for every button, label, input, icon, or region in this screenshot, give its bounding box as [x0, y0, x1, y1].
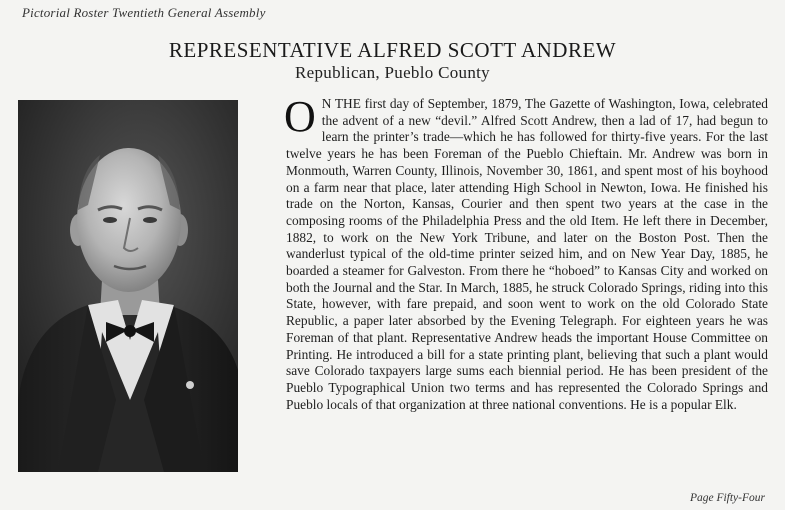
portrait-photo [18, 100, 238, 472]
drop-cap: O [284, 92, 316, 141]
biography-body: N THE first day of September, 1879, The Gazette of Washington, Iowa, celebrated the advent of a new “devil.” Alfred Scott Andrew, then a lad of 17, had begun to learn the printer’s trade—which he has followed for thirty-five years. For the last twelve years he has been Foreman of the Pueblo Chieftain. Mr. Andrew was born in Monmouth, Warren County, Illinois, November 30, 1861, and spent most of his boyhood on a farm near that place, later attending High School in Newton, Iowa. He finished his trade on the Norton, Kansas, Courier and then spent two years at the case in the composing rooms of the Philadelphia Press and the old Item. He left there in December, 1882, to work on the New York Tribune, and later on the Boston Post. Then the wanderlust typical of the old-time printer seized him, and on New Year Day, 1885, he boarded a steamer for Galveston. From there he “hoboed” to Kansas City and worked on both the Journal and the Star. In March, 1885, he struck Colorado Springs, riding into this State, however, with fare prepaid, and soon went to work on the old Colorado State Republic, a paper later absorbed by the Evening Telegraph. For eighteen years he was Foreman of that plant. Representative Andrew heads the important House Committee on Printing. He introduced a bill for a state printing plant, believing that such a plant would save Colorado taxpayers large sums each biennial period. He has been president of the Pueblo Typographical Union two terms and has represented the Colorado Springs and Pueblo locals of that organization at three national conventions. He is a popular Elk. [286, 96, 768, 412]
page-subtitle: Republican, Pueblo County [295, 63, 490, 82]
running-head: Pictorial Roster Twentieth General Assembly [22, 5, 266, 20]
page-title: REPRESENTATIVE ALFRED SCOTT ANDREW [168, 38, 617, 62]
portrait-illustration [18, 100, 238, 472]
page-number: Page Fifty-Four [689, 492, 765, 504]
biography-text [284, 92, 768, 413]
